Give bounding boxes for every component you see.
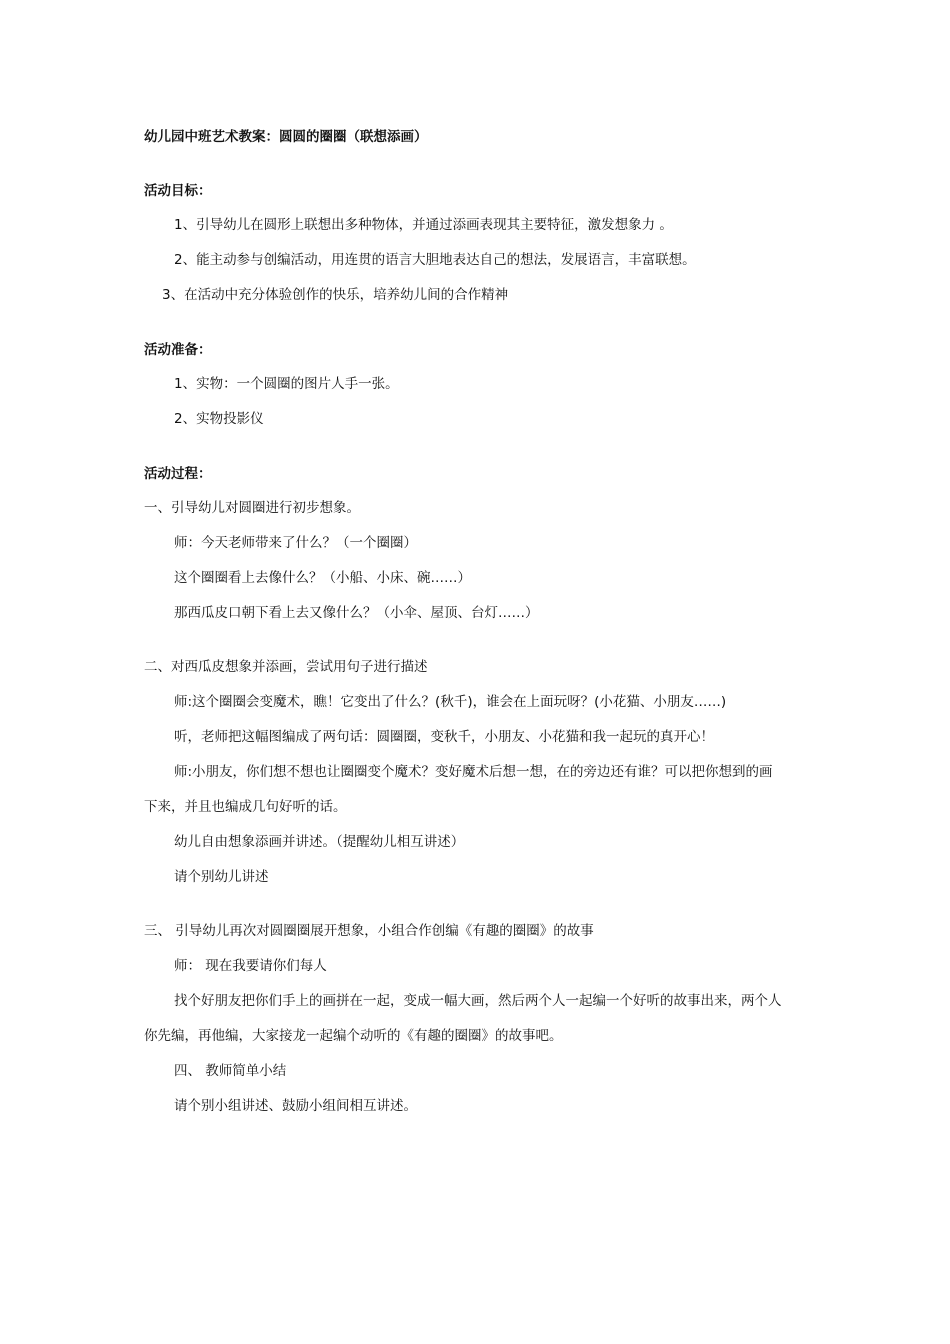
document-title: 幼儿园中班艺术教案：圆圆的圈圈（联想添画）	[144, 129, 428, 145]
section-line: 找个好朋友把你们手上的画拼在一起，变成一幅大画，然后两个人一起编一个好听的故事出来，两个人	[174, 993, 782, 1009]
goal-item: 2、能主动参与创编活动，用连贯的语言大胆地表达自己的想法，发展语言，丰富联想。	[174, 252, 696, 268]
preparation-item: 1、实物：一个圆圈的图片人手一张。	[174, 376, 399, 392]
goals-heading: 活动目标：	[144, 183, 212, 199]
section-line: 你先编，再他编，大家接龙一起编个动听的《有趣的圈圈》的故事吧。	[144, 1028, 563, 1044]
section-line: 请个别幼儿讲述	[174, 869, 269, 885]
section-line: 这个圈圈看上去像什么？（小船、小床、碗……）	[174, 570, 471, 586]
section-line: 师:小朋友，你们想不想也让圈圈变个魔术？变好魔术后想一想，在的旁边还有谁？可以把你想到的画	[174, 764, 773, 780]
goal-item: 1、引导幼儿在圆形上联想出多种物体，并通过添画表现其主要特征，激发想象力 。	[174, 217, 673, 233]
process-heading: 活动过程：	[144, 466, 212, 482]
section-line: 下来，并且也编成几句好听的话。	[144, 799, 347, 815]
preparation-item: 2、实物投影仪	[174, 411, 264, 427]
section-title: 二、对西瓜皮想象并添画，尝试用句子进行描述	[144, 659, 428, 675]
section-title: 一、引导幼儿对圆圈进行初步想象。	[144, 500, 360, 516]
section-line: 师： 现在我要请你们每人	[174, 958, 327, 974]
section-line: 听，老师把这幅图编成了两句话：圆圈圈，变秋千，小朋友、小花猫和我一起玩的真开心！	[174, 729, 714, 745]
section-line: 请个别小组讲述、鼓励小组间相互讲述。	[174, 1098, 417, 1114]
goal-item: 3、在活动中充分体验创作的快乐，培养幼儿间的合作精神	[162, 287, 509, 303]
section-title: 三、 引导幼儿再次对圆圈圈展开想象，小组合作创编《有趣的圈圈》的故事	[144, 923, 594, 939]
section-line: 幼儿自由想象添画并讲述。（提醒幼儿相互讲述）	[174, 834, 465, 850]
section-line: 师：今天老师带来了什么？（一个圈圈）	[174, 535, 417, 551]
preparation-heading: 活动准备：	[144, 342, 212, 358]
section-line: 师:这个圈圈会变魔术，瞧！它变出了什么？(秋千)，谁会在上面玩呀？(小花猫、小朋友……)	[174, 694, 727, 710]
section-line: 那西瓜皮口朝下看上去又像什么？（小伞、屋顶、台灯……）	[174, 605, 539, 621]
section-line: 四、 教师简单小结	[174, 1063, 287, 1079]
